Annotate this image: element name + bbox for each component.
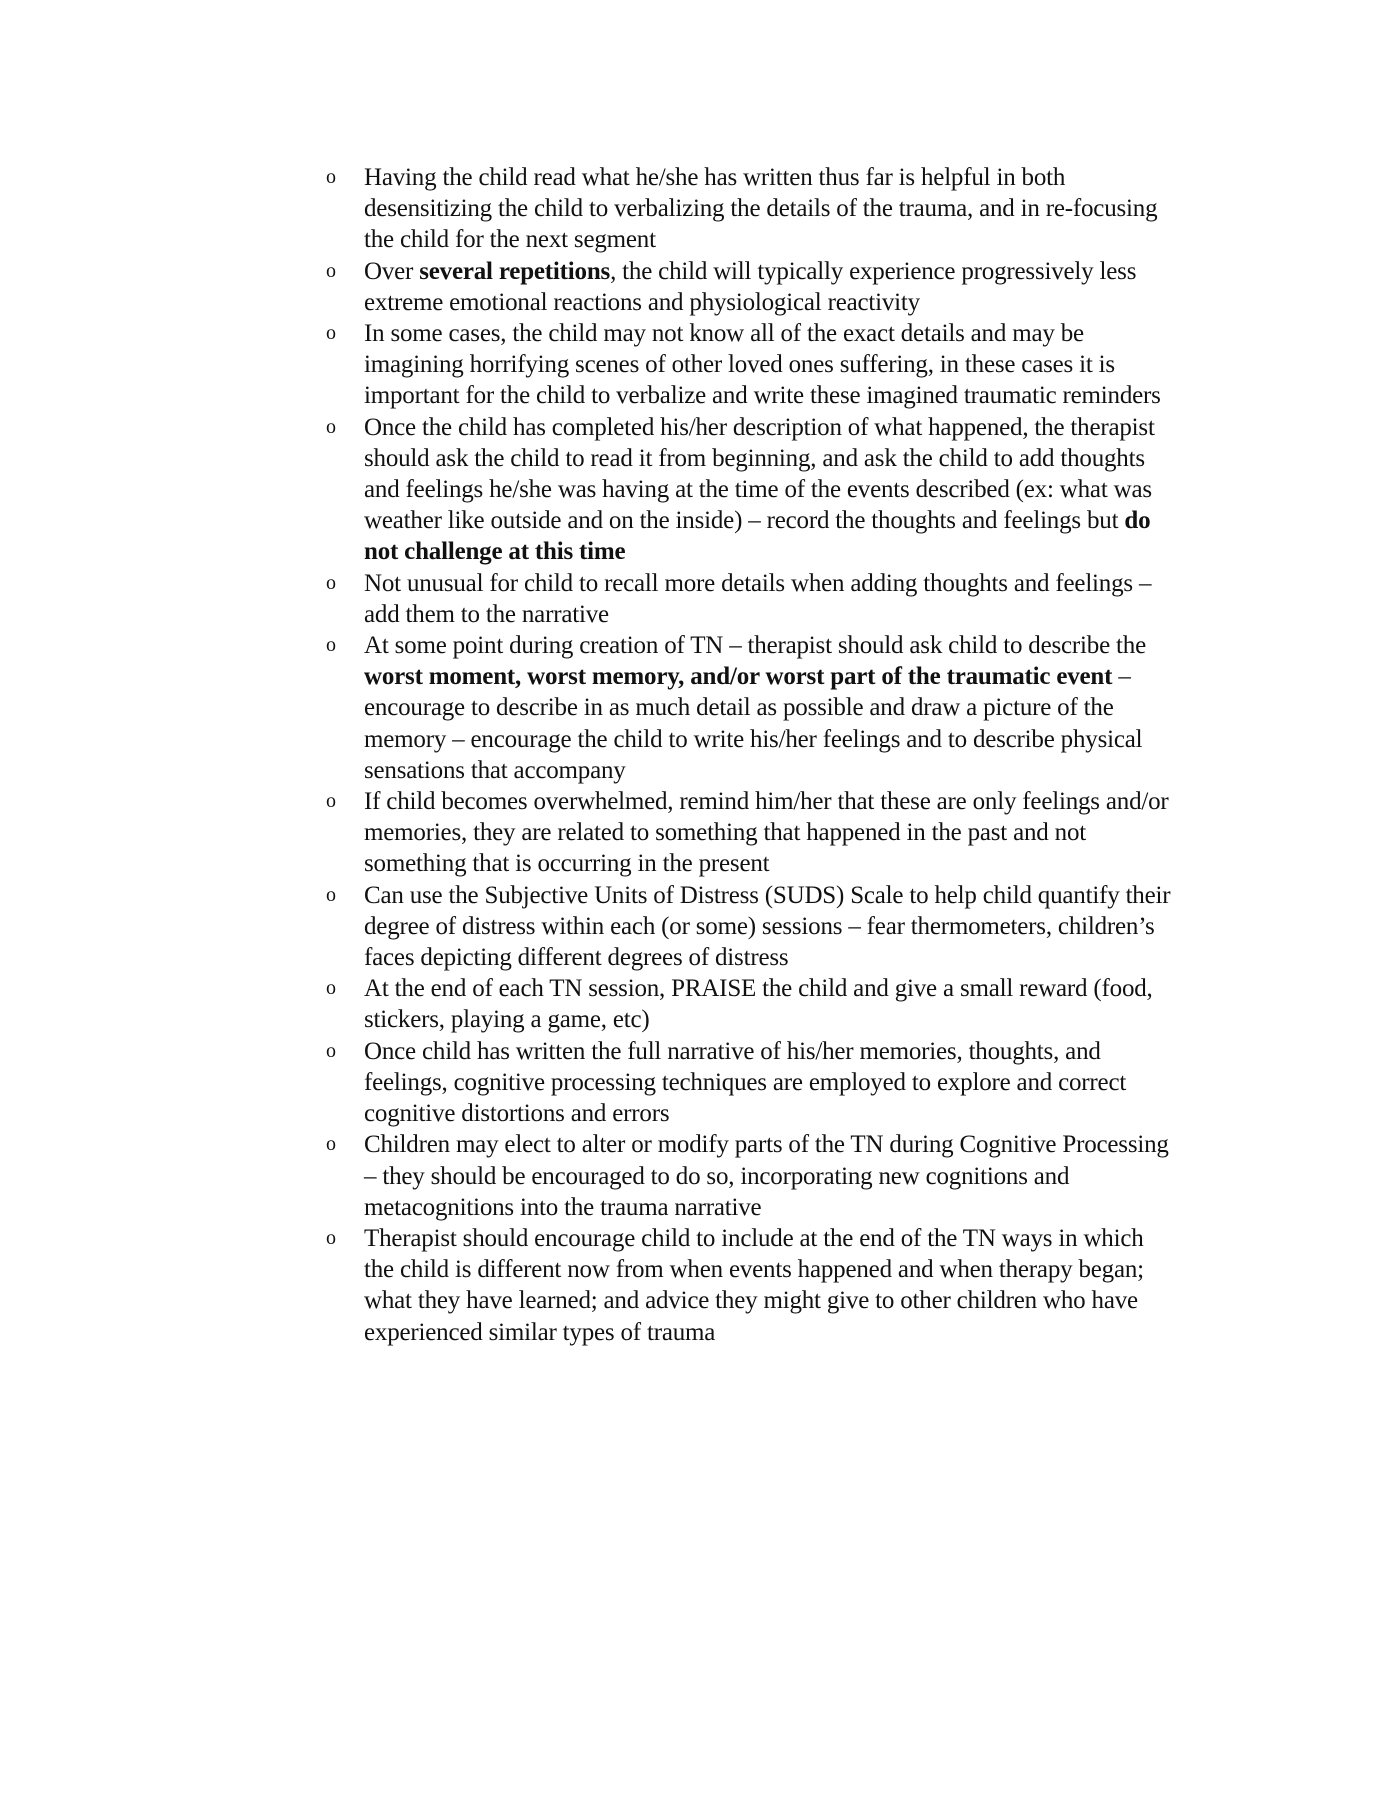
bullet-icon: o bbox=[326, 634, 336, 657]
item-text: Once child has written the full narrative of his/her memories, thoughts, and feelings, cognitive processing techniques are employed to explore and correct cognitive distortions and errors bbox=[364, 1037, 1127, 1128]
item-text: In some cases, the child may not know all of the exact details and may be imagining horrifying scenes of other loved ones suffering, in these cases it is important for the child to verbalize and write these imagined traumatic reminders bbox=[364, 320, 1161, 410]
item-text: , the child will typically experience progressively less extreme emotional reactions and physiological reactivity bbox=[364, 257, 1137, 316]
bullet-icon: o bbox=[326, 322, 336, 345]
list-item bbox=[326, 973, 1176, 1035]
bullet-icon: o bbox=[326, 415, 336, 438]
list-item bbox=[326, 1129, 1176, 1223]
list-item bbox=[326, 786, 1176, 880]
item-text: Not unusual for child to recall more details when adding thoughts and feelings – add them to the narrative bbox=[364, 569, 1152, 628]
bullet-icon: o bbox=[326, 166, 336, 188]
bullet-icon: o bbox=[326, 1133, 336, 1156]
list-item bbox=[326, 318, 1176, 412]
bold-text: several repetitions bbox=[419, 257, 611, 285]
item-text: Once the child has completed his/her description of what happened, the therapist should ask the child to read it from beginning, and ask the child to add thoughts and feelings he/she was having at the time of the events described (ex: what was weather like outside and on the inside) – record the thoughts and feelings but bbox=[364, 413, 1155, 535]
list-item bbox=[326, 630, 1176, 786]
bullet-icon: o bbox=[326, 571, 336, 594]
bullet-icon: o bbox=[326, 1226, 336, 1249]
item-text: – encourage to describe in as much detail as possible and draw a picture of the memory – encourage the child to write his/her feelings and to describe physical sensations that accompany bbox=[364, 663, 1143, 784]
item-text: If child becomes overwhelmed, remind him/her that these are only feelings and/or memories, they are related to something that happened in the past and not something that is occurring in the present bbox=[364, 788, 1169, 878]
bullet-icon: o bbox=[326, 977, 336, 1000]
list-item bbox=[326, 162, 1176, 256]
bold-text: do not challenge at this time bbox=[364, 507, 1151, 566]
item-text: Therapist should encourage child to include at the end of the TN ways in which the child is different now from when events happened and when therapy began; what they have learned; and advice they might give to other children who have experienced similar types of trauma bbox=[364, 1224, 1144, 1346]
bullet-icon: o bbox=[326, 790, 336, 813]
list-item bbox=[326, 1036, 1176, 1130]
list-item bbox=[326, 568, 1176, 630]
bullet-list bbox=[326, 162, 1176, 1348]
bullet-icon: o bbox=[326, 883, 336, 906]
list-item bbox=[326, 412, 1176, 568]
item-text: Children may elect to alter or modify parts of the TN during Cognitive Processing – they should be encouraged to do so, incorporating new cognitions and metacognitions into the trauma narrative bbox=[364, 1131, 1169, 1221]
bullet-icon: o bbox=[326, 1039, 336, 1062]
item-text: Over bbox=[364, 257, 420, 285]
item-text: At the end of each TN session, PRAISE the child and give a small reward (food, stickers, playing a game, etc) bbox=[364, 975, 1153, 1034]
list-item bbox=[326, 880, 1176, 974]
list-item bbox=[326, 256, 1176, 318]
bullet-icon: o bbox=[326, 259, 336, 282]
item-text: At some point during creation of TN – therapist should ask child to describe the bbox=[364, 632, 1146, 660]
item-text: Can use the Subjective Units of Distress (SUDS) Scale to help child quantify their degree of distress within each (or some) sessions – fear thermometers, children’s faces depicting different degrees of distress bbox=[364, 881, 1171, 972]
list-item bbox=[326, 1223, 1176, 1348]
item-text: Having the child read what he/she has written thus far is helpful in both desensitizing the child to verbalizing the details of the trauma, and in re-focusing the child for the next segment bbox=[364, 164, 1158, 254]
bold-text: worst moment, worst memory, and/or worst part of the traumatic event bbox=[364, 663, 1113, 691]
